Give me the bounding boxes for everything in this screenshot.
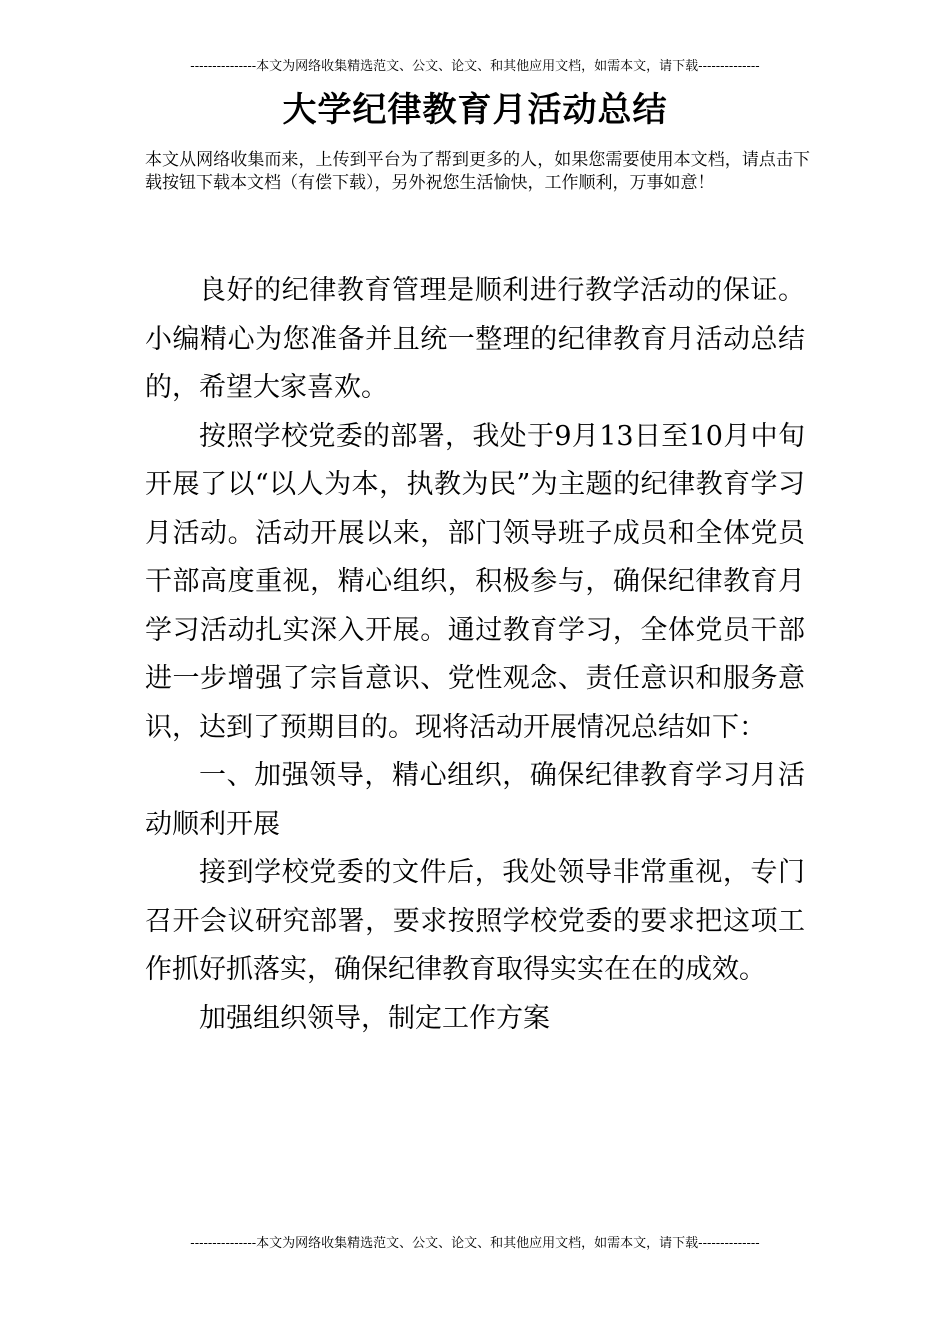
- page-footer: ---------------本文为网络收集精选范文、公文、论文、和其他应用文档，如需本文，请下载--------------: [190, 1236, 760, 1251]
- subheading-1: 加强组织领导，制定工作方案: [199, 1002, 550, 1034]
- page-header: ---------------本文为网络收集精选范文、公文、论文、和其他应用文档，如需本文，请下载--------------: [190, 59, 760, 74]
- document-body: [145, 267, 805, 1043]
- document-title: 大学纪律教育月活动总结: [282, 90, 668, 130]
- section-paragraph-1: 接到学校党委的文件后，我处领导非常重视，专门召开会议研究部署，要求按照学校党委的要求把这项工作抓好抓落实，确保纪律教育取得实实在在的成效。: [145, 857, 805, 985]
- download-notice: 本文从网络收集而来，上传到平台为了帮到更多的人，如果您需要使用本文档，请点击下载按钮下载本文档（有偿下载），另外祝您生活愉快，工作顺利，万事如意！: [145, 150, 810, 193]
- overview-paragraph: 按照学校党委的部署，我处于9月13日至10月中旬开展了以“以人为本，执教为民”为主题的纪律教育学习月活动。活动开展以来，部门领导班子成员和全体党员干部高度重视，精心组织，积极参与，确保纪律教育月学习活动扎实深入开展。通过教育学习，全体党员干部进一步增强了宗旨意识、党性观念、责任意识和服务意识，达到了预期目的。现将活动开展情况总结如下：: [145, 420, 805, 743]
- section-heading-1: 一、加强领导，精心组织，确保纪律教育学习月活动顺利开展: [145, 760, 805, 840]
- intro-paragraph: 良好的纪律教育管理是顺利进行教学活动的保证。小编精心为您准备并且统一整理的纪律教育月活动总结的，希望大家喜欢。: [145, 275, 805, 403]
